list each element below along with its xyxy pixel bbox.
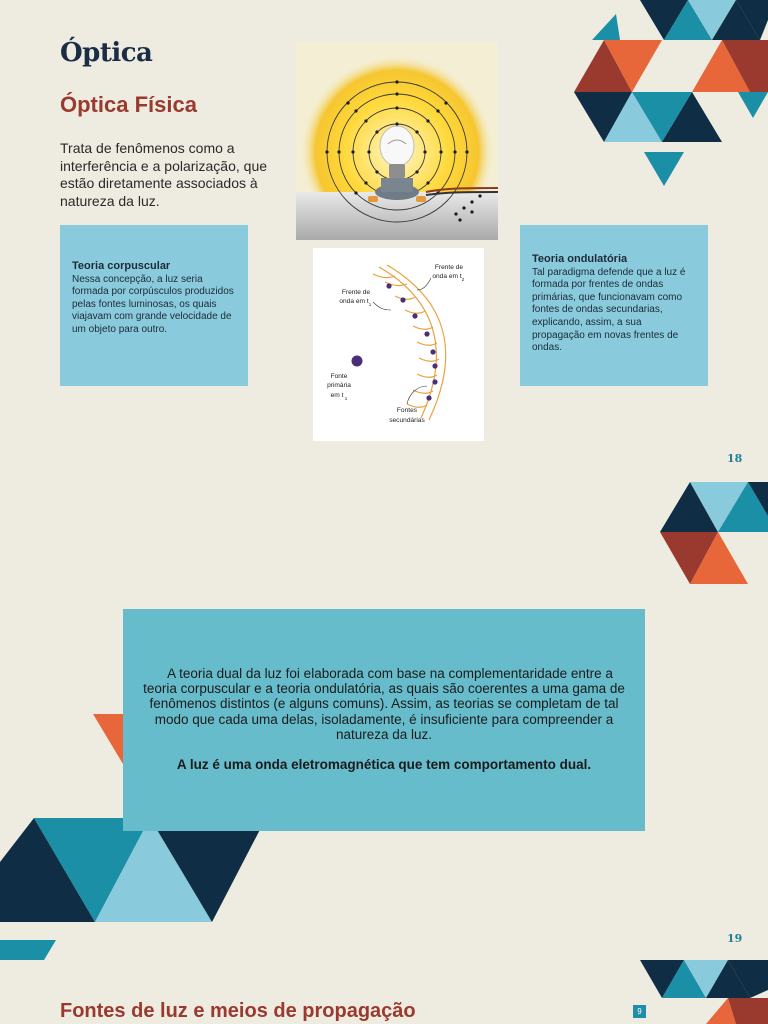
dual-theory-text: A teoria dual da luz foi elaborada com base na complementaridade entre a teoria corpuscular e a teoria ondulatória, as quais são coerentes a uma gama de fenômenos distintos (e alguns comuns). Assim, as teorias se completam de tal modo que cada uma delas, isoladamente, é insuficiente para compreender a natureza da luz.	[143, 666, 625, 742]
label-secondary-line2: secundárias	[389, 417, 425, 424]
card-corpuscular-theory	[60, 225, 248, 386]
intro-paragraph: Trata de fenômenos como a interferência e a polarização, que estão diretamente associados à natureza da luz.	[60, 140, 268, 209]
label-front-t1-line1: Frente de	[341, 289, 371, 296]
footer-page-badge: 9	[633, 1005, 646, 1018]
dual-theory-highlight: A luz é uma onda eletromagnética que tem comportamento dual.	[176, 757, 592, 773]
section-title: Óptica Física	[60, 92, 197, 117]
label-front-t2-sub: 2	[461, 277, 465, 282]
label-source-line2: primária	[327, 382, 351, 389]
label-front-t2-line2: onda em t	[432, 273, 462, 280]
label-front-t2-line1: Frente de	[434, 264, 464, 271]
card-wave-body: Tal paradigma defende que a luz é formada por frentes de ondas primárias, que funcionavam como fontes de ondas secundarias, explicando, assim, a sua propagação em novas frentes de ondas.	[532, 266, 686, 354]
page-number-19: 19	[727, 932, 743, 945]
footer-section-title: Fontes de luz e meios de propagação	[60, 1000, 416, 1022]
label-source-sub: 1	[344, 396, 348, 401]
card-corpuscular-title: Teoria corpuscular	[72, 260, 171, 272]
page-title: Óptica	[60, 38, 153, 68]
label-front-t1-sub: 1	[368, 302, 372, 307]
card-wave-theory	[520, 225, 708, 386]
card-wave-title: Teoria ondulatória	[532, 253, 628, 265]
page-number-18: 18	[727, 452, 743, 465]
decor-triangles-top-right	[570, 0, 768, 190]
label-front-t1-line2: onda em t	[339, 298, 369, 305]
label-secondary-line1: Fontes	[396, 407, 418, 414]
dual-theory-box	[123, 609, 645, 831]
label-source-line3: em t	[330, 392, 344, 399]
light-bulb-illustration	[296, 42, 498, 240]
wavefront-diagram	[313, 248, 484, 441]
label-source-line1: Fonte	[330, 373, 348, 380]
card-corpuscular-body: Nessa concepção, a luz seria formada por corpúsculos produzidos pelas fontes luminosas, os quais viajavam com grande velocidade de um objeto para outro.	[72, 273, 234, 335]
decor-triangles-mid-right	[658, 480, 768, 588]
decor-triangles-bottom-right	[640, 960, 768, 1024]
